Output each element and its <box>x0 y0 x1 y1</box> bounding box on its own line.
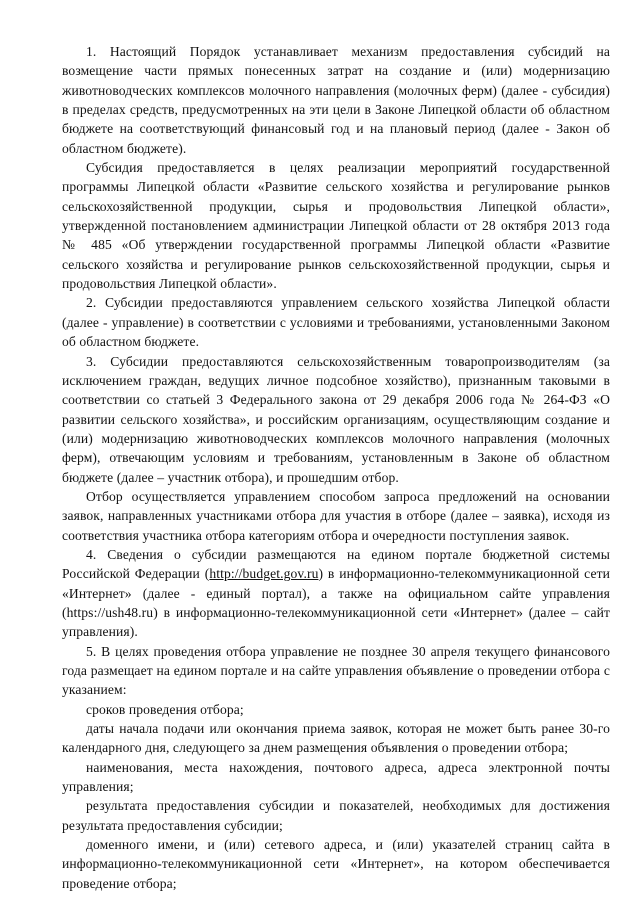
budget-portal-link[interactable]: http://budget.gov.ru <box>209 566 319 582</box>
list-item-result: результата предоставления субсидии и показателей, необходимых для достижения результата предоставления субсидии; <box>62 798 610 833</box>
paragraph-7: 5. В целях проведения отбора управление не позднее 30 апреля текущего финансового года размещает на едином портале и на сайте управления объявление о проведении отбора с указанием: <box>62 643 610 698</box>
document-page <box>62 42 610 893</box>
paragraph-6 <box>62 545 610 642</box>
paragraph-2: Субсидия предоставляется в целях реализации мероприятий государственной программы Липецкой области «Развитие сельского хозяйства и регулирование рынков сельскохозяйственной продукции, сырья и продовольствия Липецкой области», утвержденной постановлением администрации Липецкой области от 28 октября 2013 года № 485 «Об утверждении государственной программы Липецкой области «Развитие сельского хозяйства и регулирование рынков сельскохозяйственной продукции, сырья и продовольствия Липецкой области». <box>62 160 610 292</box>
paragraph-5: Отбор осуществляется управлением способом запроса предложений на основании заявок, направленных участниками отбора для участия в отборе (далее – заявка), исходя из соответствия участника отбора категориям отбора и очередности поступления заявок. <box>62 488 610 543</box>
list-item-domain: доменного имени, и (или) сетевого адреса, и (или) указателей страниц сайта в информационно-телекоммуникационной сети «Интернет», на котором обеспечивается проведение отбора; <box>62 837 610 891</box>
list-item-deadlines: сроков проведения отбора; <box>86 701 244 717</box>
paragraph-6-text-start: 4. Сведения о субсидии размещаются на едином портале бюджетной системы Российской Федерации ( <box>62 546 610 582</box>
paragraph-1: 1. Настоящий Порядок устанавливает механизм предоставления субсидий на возмещение части прямых понесенных затрат на создание и (или) модернизацию животноводческих комплексов молочного направления (молочных ферм) (далее - субсидия) в пределах средств, предусмотренных на эти цели в Законе Липецкой области об областном бюджете на соответствующий финансовый год и на плановый период (далее - Закон об областном бюджете). <box>62 44 610 156</box>
paragraph-6-text-end: ) в информационно-телекоммуникационной сети «Интернет» (далее - единый портал), а также на официальном сайте управления (https://ush48.ru) в информационно-телекоммуникационной сети «Интернет» (далее – сайт управления). <box>62 566 611 640</box>
paragraph-4: 3. Субсидии предоставляются сельскохозяйственным товаропроизводителям (за исключением граждан, ведущих личное подсобное хозяйство), признанным таковыми в соответствии со статьей 3 Федерального закона от 29 декабря 2006 года № 264-ФЗ «О развитии сельского хозяйства», и российским организациям, осуществляющим создание и (или) модернизацию животноводческих комплексов молочного направления (молочных ферм), отвечающим условиям и требованиям, установленным в Законе об областном бюджете (далее – участник отбора), и прошедшим отбор. <box>62 353 610 485</box>
list-item-dates: даты начала подачи или окончания приема заявок, которая не может быть ранее 30-го календарного дня, следующего за днем размещения объявления о проведении отбора; <box>62 721 610 756</box>
paragraph-3: 2. Субсидии предоставляются управлением сельского хозяйства Липецкой области (далее - управление) в соответствии с условиями и требованиями, установленными Законом об областном бюджете. <box>62 295 610 350</box>
list-item-address: наименования, места нахождения, почтового адреса, адреса электронной почты управления; <box>62 759 610 795</box>
